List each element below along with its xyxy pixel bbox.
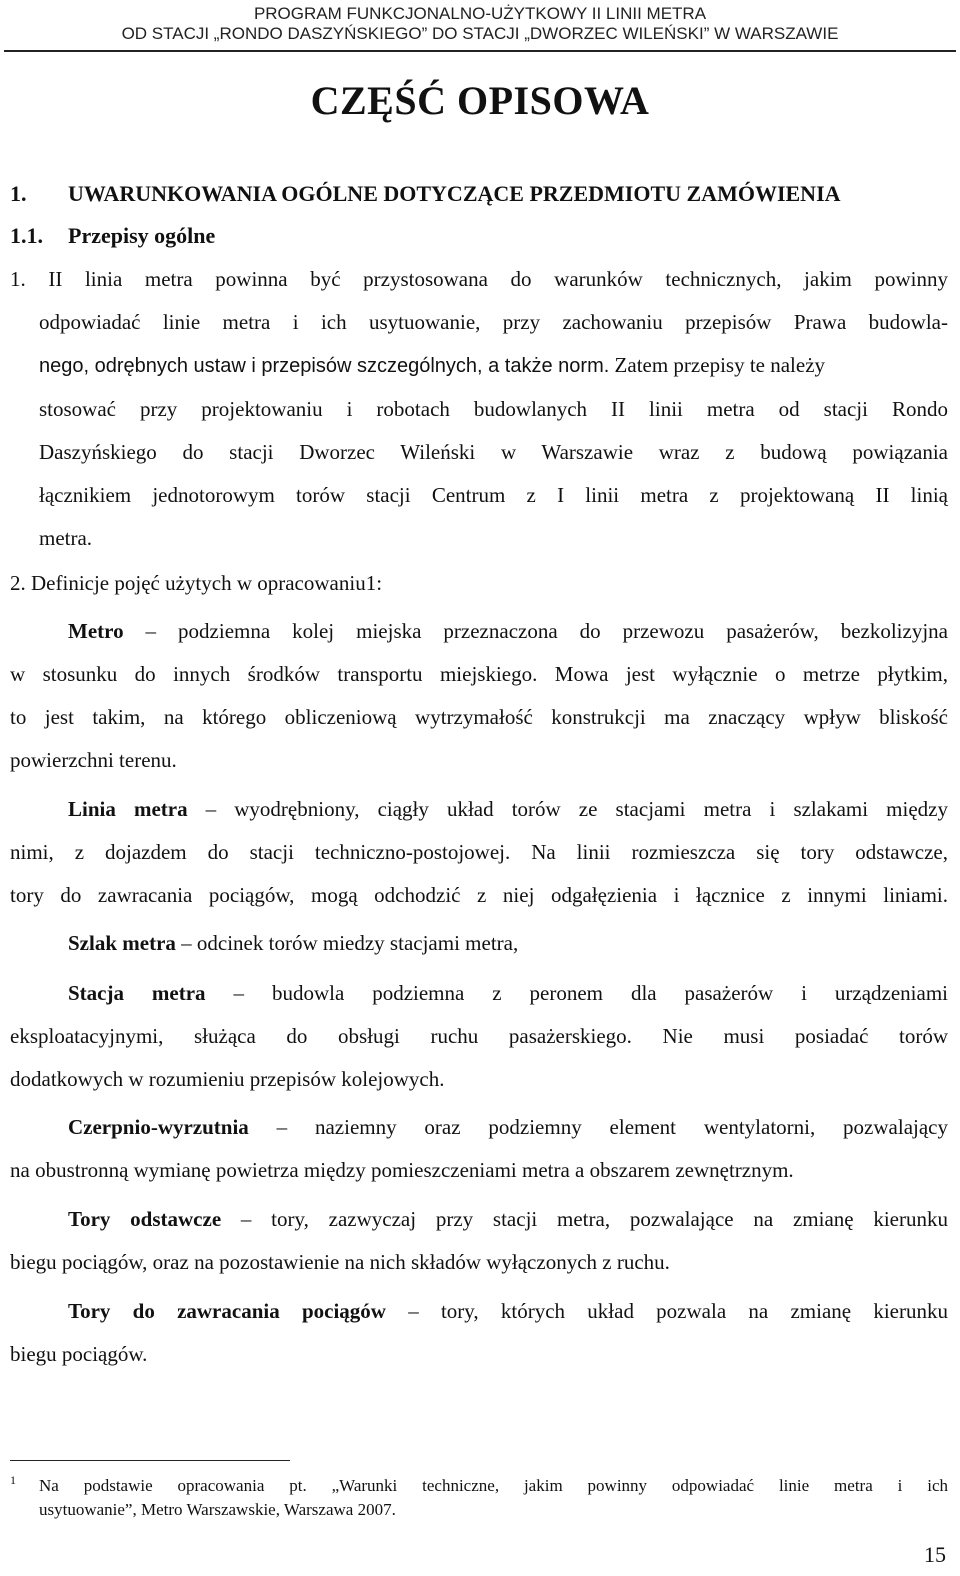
page-number: 15: [924, 1542, 946, 1567]
paragraph-line-sans: nego, odrębnych ustaw i przepisów szczególnych, a także norm.: [39, 355, 610, 377]
section-number: 1.: [10, 181, 27, 206]
paragraph-line: metra.: [39, 526, 93, 550]
definition-line: [10, 1198, 948, 1241]
paragraph-regulations: [10, 258, 948, 560]
definition-metro: [10, 610, 948, 782]
section-title: UWARUNKOWANIA OGÓLNE DOTYCZĄCE PRZEDMIOTU ZAMÓWIENIA: [68, 181, 841, 206]
definition-line: powierzchni terenu.: [10, 748, 177, 772]
definition-line: dodatkowych w rozumieniu przepisów kolejowych.: [10, 1067, 445, 1091]
footnote-mark: 1: [10, 1473, 16, 1487]
definition-line: [10, 1290, 948, 1333]
definition-line: w stosunku do innych środków transportu miejskiego. Mowa jest wyłącznie o metrze płytkim,: [10, 662, 948, 686]
definition-tory-odstawcze: [10, 1198, 948, 1284]
definition-line: tory do zawracania pociągów, mogą odchodzić z niej odgałęzienia i łącznice z innymi liniami.: [10, 883, 948, 907]
definition-line: [10, 1106, 948, 1149]
definition-line: [10, 610, 948, 653]
header-divider: [4, 50, 956, 52]
definition-text: – tory, których układ pozwala na zmianę kierunku: [385, 1299, 948, 1323]
definition-czerpnio-wyrzutnia: [10, 1106, 948, 1192]
footnote-line: Na podstawie opracowania pt. „Warunki techniczne, jakim powinny odpowiadać linie metra i ich: [39, 1476, 948, 1495]
definition-term: Tory odstawcze: [68, 1207, 222, 1231]
paragraph-line: Daszyńskiego do stacji Dworzec Wileński w Warszawie wraz z budową powiązania: [39, 440, 948, 464]
page-title: CZĘŚĆ OPISOWA: [310, 78, 650, 123]
header-line-1: PROGRAM FUNKCJONALNO-UŻYTKOWY II LINII METRA: [253, 4, 707, 23]
definition-term: Tory do zawracania pociągów: [68, 1299, 386, 1323]
definition-line: to jest takim, na którego obliczeniową wytrzymałość konstrukcji ma znaczący wpływ bliskość: [10, 705, 948, 729]
running-header: [0, 4, 960, 44]
definition-text: – wyodrębniony, ciągły układ torów ze stacjami metra i szlakami między: [187, 797, 948, 821]
footnote-divider: [10, 1460, 290, 1461]
subsection-number: 1.1.: [10, 223, 43, 248]
definition-line: nimi, z dojazdem do stacji techniczno-postojowej. Na linii rozmieszcza się tory odstawcze,: [10, 840, 948, 864]
paragraph-line: [10, 344, 948, 388]
subsection-title: Przepisy ogólne: [68, 223, 216, 248]
paragraph-line-serif: Zatem przepisy te należy: [609, 353, 826, 377]
definition-line: na obustronną wymianę powietrza między pomieszczeniami metra a obszarem zewnętrznym.: [10, 1158, 794, 1182]
definition-text: – odcinek torów miedzy stacjami metra,: [175, 931, 519, 955]
footnote-line: usytuowanie”, Metro Warszawskie, Warszawa 2007.: [39, 1500, 396, 1519]
definition-line: [10, 788, 948, 831]
header-line-2: OD STACJI „RONDO DASZYŃSKIEGO” DO STACJI „DWORZEC WILEŃSKI” W WARSZAWIE: [121, 24, 839, 43]
definition-stacja-metra: [10, 972, 948, 1101]
paragraph-line: stosować przy projektowaniu i robotach budowlanych II linii metra od stacji Rondo: [39, 397, 948, 421]
definition-linia-metra: [10, 788, 948, 917]
section-heading-1-1: [10, 222, 215, 250]
definition-term: Metro: [68, 619, 124, 643]
definition-line: biegu pociągów, oraz na pozostawienie na nich składów wyłączonych z ruchu.: [10, 1250, 670, 1274]
section-heading-1: [10, 180, 841, 208]
definition-text: – podziemna kolej miejska przeznaczona do przewozu pasażerów, bezkolizyjna: [123, 619, 948, 643]
footnote: [10, 1474, 948, 1522]
definition-term: Czerpnio-wyrzutnia: [68, 1115, 249, 1139]
definition-term: Linia metra: [68, 797, 188, 821]
definition-tory-do-zawracania: [10, 1290, 948, 1376]
definition-line: eksploatacyjnymi, służąca do obsługi ruchu pasażerskiego. Nie musi posiadać torów: [10, 1024, 948, 1048]
definition-line: [10, 922, 948, 965]
definitions-intro: 2. Definicje pojęć użytych w opracowaniu1:: [10, 571, 383, 595]
definition-text: – tory, zazwyczaj przy stacji metra, pozwalające na zmianę kierunku: [221, 1207, 948, 1231]
definition-text: – budowla podziemna z peronem dla pasażerów i urządzeniami: [205, 981, 948, 1005]
definition-term: Stacja metra: [68, 981, 206, 1005]
definition-text: – naziemny oraz podziemny element wentylatorni, pozwalający: [248, 1115, 948, 1139]
paragraph-line: 1. II linia metra powinna być przystosowana do warunków technicznych, jakim powinny: [10, 267, 948, 291]
definition-szlak-metra: [10, 922, 948, 965]
definition-line: biegu pociągów.: [10, 1342, 148, 1366]
paragraph-line: łącznikiem jednotorowym torów stacji Centrum z I linii metra z projektowaną II linią: [39, 483, 948, 507]
definition-line: [10, 972, 948, 1015]
definition-term: Szlak metra: [68, 931, 176, 955]
paragraph-line: odpowiadać linie metra i ich usytuowanie, przy zachowaniu przepisów Prawa budowla-: [39, 310, 948, 334]
